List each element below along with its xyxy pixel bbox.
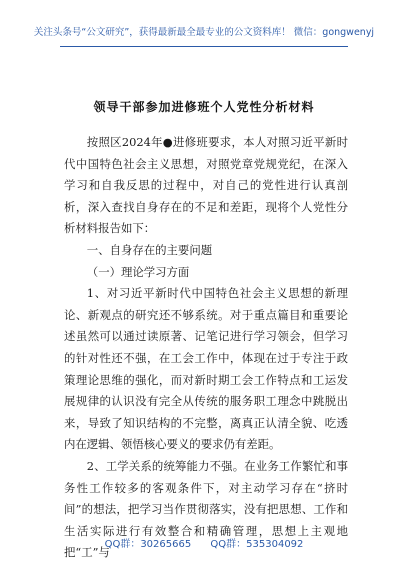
document-body (64, 132, 348, 564)
footer (0, 535, 408, 550)
header-note: 关注头条号“公文研究”，获得最新最全最专业的公文资料库！ 微信：gongwenyj (33, 27, 375, 38)
document-title: 领导干部参加进修班个人党性分析材料 (93, 100, 315, 114)
section-heading: 一、自身存在的主要问题 (86, 242, 213, 257)
body-paragraph: 1、对习近平新时代中国特色社会主义思想的新理论、新观点的研究还不够系统。对于重点篇目和重要论述虽然可以通过读原著、记笔记进行学习领会，但学习的针对性还不强，在工会工作中，体现在过于专注于政策理论思维的强化，而对新时期工会工作特点和工运发展规律的认识没有完全从传统的服务职工理念中跳脱出来，导致了知识结构的不完整，离真正认清全貌、吃透内在逻辑、领悟核心要义的要求仍有差距。 (64, 286, 348, 452)
subsection-heading: （一）理论学习方面 (86, 264, 190, 279)
body-paragraph: 2、工学关系的统筹能力不强。在业务工作繁忙和事务性工作较多的客观条件下，对主动学习存在“挤时间”的想法，把学习当作贯彻落实，没有把思想、工作和生活实际进行有效整合和精确管理，思想上主观地把“工”与 (64, 458, 348, 560)
intro-paragraph: 按照区2024年●进修班要求，本人对照习近平新时代中国特色社会主义思想，对照党章党规党纪，在深入学习和自我反思的过程中，对自己的党性进行认真剖析，深入查找自身存在的不足和差距，现将个人党性分析材料报告如下： (64, 135, 348, 236)
footer-qq-group-1: QQ群：30265665 (104, 539, 192, 550)
header-divider (60, 46, 348, 47)
footer-qq-group-2: QQ群：535304092 (210, 539, 304, 550)
